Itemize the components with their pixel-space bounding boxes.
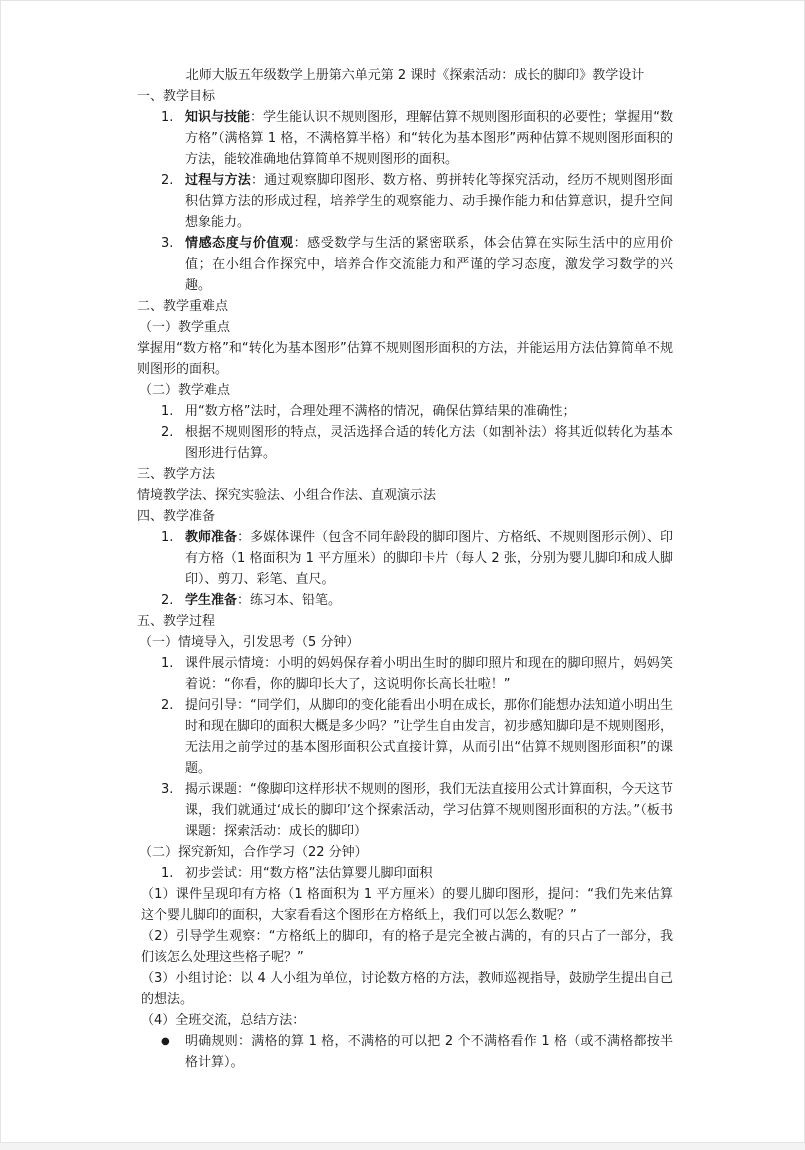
bullet-icon: ● [161,1036,170,1047]
item-text: 明确规则：满格的算 1 格，不满格的可以把 2 个不满格看作 1 格（或不满格都按半格计算）。 [185,1034,673,1070]
list-number: 2. [161,173,174,188]
list-number: 2. [161,425,174,440]
list-item [137,653,673,695]
item-text: ：学生能认识不规则图形，理解估算不规则图形面积的必要性；掌握用“数方格”（满格算 1 格，不满格算半格）和“转化为基本图形”两种估算不规则图形面积的方法，能较准确地估算简单不规则图形的面积。 [185,110,673,167]
item-label: 学生准备 [185,593,238,608]
list-number: 3. [161,236,174,251]
list-item [137,170,673,233]
list-item [137,863,673,884]
list-number: 3. [161,782,174,797]
list-number: 2. [161,593,174,608]
subheading-key: （一）教学重点 [139,320,231,335]
paragraph: （4）全班交流，总结方法： [141,1013,306,1028]
list-number: 1. [161,866,174,881]
bullet-item [137,1031,673,1073]
item-label: 情感态度与价值观 [185,236,294,251]
list-item [137,590,673,611]
item-text: 提问引导：“同学们，从脚印的变化能看出小明在成长，那你们能想办法知道小明出生时和现在脚印的面积大概是多少吗？”让学生自由发言，初步感知脚印是不规则图形，无法用之前学过的基本图形面积公式直接计算，从而引出“估算不规则图形面积”的课题。 [185,698,673,776]
item-text: 用“数方格”法时，合理处理不满格的情况，确保估算结果的准确性； [185,404,576,419]
list-item [137,779,673,842]
item-text: ：多媒体课件（包含不同年龄段的脚印图片、方格纸、不规则图形示例）、印有方格（1 格面积为 1 平方厘米）的脚印卡片（每人 2 张，分别为婴儿脚印和成人脚印）、剪刀、彩笔、直尺。 [185,530,673,587]
item-text: ：通过观察脚印图形、数方格、剪拼转化等探究活动，经历不规则图形面积估算方法的形成过程，培养学生的观察能力、动手操作能力和估算意识，提升空间想象能力。 [185,173,673,230]
list-item [137,695,673,779]
list-number: 1. [161,656,174,671]
paragraph: 掌握用“数方格”和“转化为基本图形”估算不规则图形面积的方法，并能运用方法估算简单不规则图形的面积。 [137,341,673,377]
list-item [137,107,673,170]
subheading-explore: （二）探究新知，合作学习（22 分钟） [139,845,368,860]
subheading-difficult: （二）教学难点 [139,383,231,398]
section-heading-objectives: 一、教学目标 [137,89,216,104]
document-title: 北师大版五年级数学上册第六单元第 2 课时《探索活动：成长的脚印》教学设计 [185,68,645,83]
list-number: 1. [161,530,174,545]
item-text: 根据不规则图形的特点，灵活选择合适的转化方法（如割补法）将其近似转化为基本图形进行估算。 [185,425,673,461]
paragraph: （1）课件呈现印有方格（1 格面积为 1 平方厘米）的婴儿脚印图形，提问：“我们先来估算这个婴儿脚印的面积，大家看看这个图形在方格纸上，我们可以怎么数呢？” [141,887,673,923]
list-item [137,401,673,422]
section-heading-key-points: 二、教学重难点 [137,299,229,314]
item-text: ：感受数学与生活的紧密联系，体会估算在实际生活中的应用价值；在小组合作探究中，培养合作交流能力和严谨的学习态度，激发学习数学的兴趣。 [185,236,673,293]
paragraph: （2）引导学生观察：“方格纸上的脚印，有的格子是完全被占满的，有的只占了一部分，我们该怎么处理这些格子呢？” [141,929,673,965]
item-text: ：练习本、铅笔。 [237,593,342,608]
paragraph: （3）小组讨论：以 4 人小组为单位，讨论数方格的方法，教师巡视指导，鼓励学生提出自己的想法。 [141,971,673,1007]
section-heading-methods: 三、教学方法 [137,467,216,482]
item-label: 教师准备 [185,530,238,545]
item-text: 课件展示情境：小明的妈妈保存着小明出生时的脚印照片和现在的脚印照片，妈妈笑着说：“你看，你的脚印长大了，这说明你长高长壮啦！” [185,656,673,692]
item-text: 初步尝试：用“数方格”法估算婴儿脚印面积 [185,866,433,881]
item-text: 揭示课题：“像脚印这样形状不规则的图形，我们无法直接用公式计算面积，今天这节课，我们就通过‘成长的脚印’这个探索活动，学习估算不规则图形面积的方法。”（板书课题：探索活动：成长的脚印） [185,782,673,839]
document-body [137,65,673,1073]
paragraph: 情境教学法、探究实验法、小组合作法、直观演示法 [137,488,437,503]
list-number: 1. [161,110,174,125]
list-item [137,233,673,296]
section-heading-process: 五、教学过程 [137,614,216,629]
item-label: 知识与技能 [185,110,251,125]
list-item [137,422,673,464]
list-number: 1. [161,404,174,419]
list-item [137,527,673,590]
list-number: 2. [161,698,174,713]
item-label: 过程与方法 [185,173,251,188]
section-heading-preparation: 四、教学准备 [137,509,216,524]
subheading-intro: （一）情境导入，引发思考（5 分钟） [139,635,360,650]
